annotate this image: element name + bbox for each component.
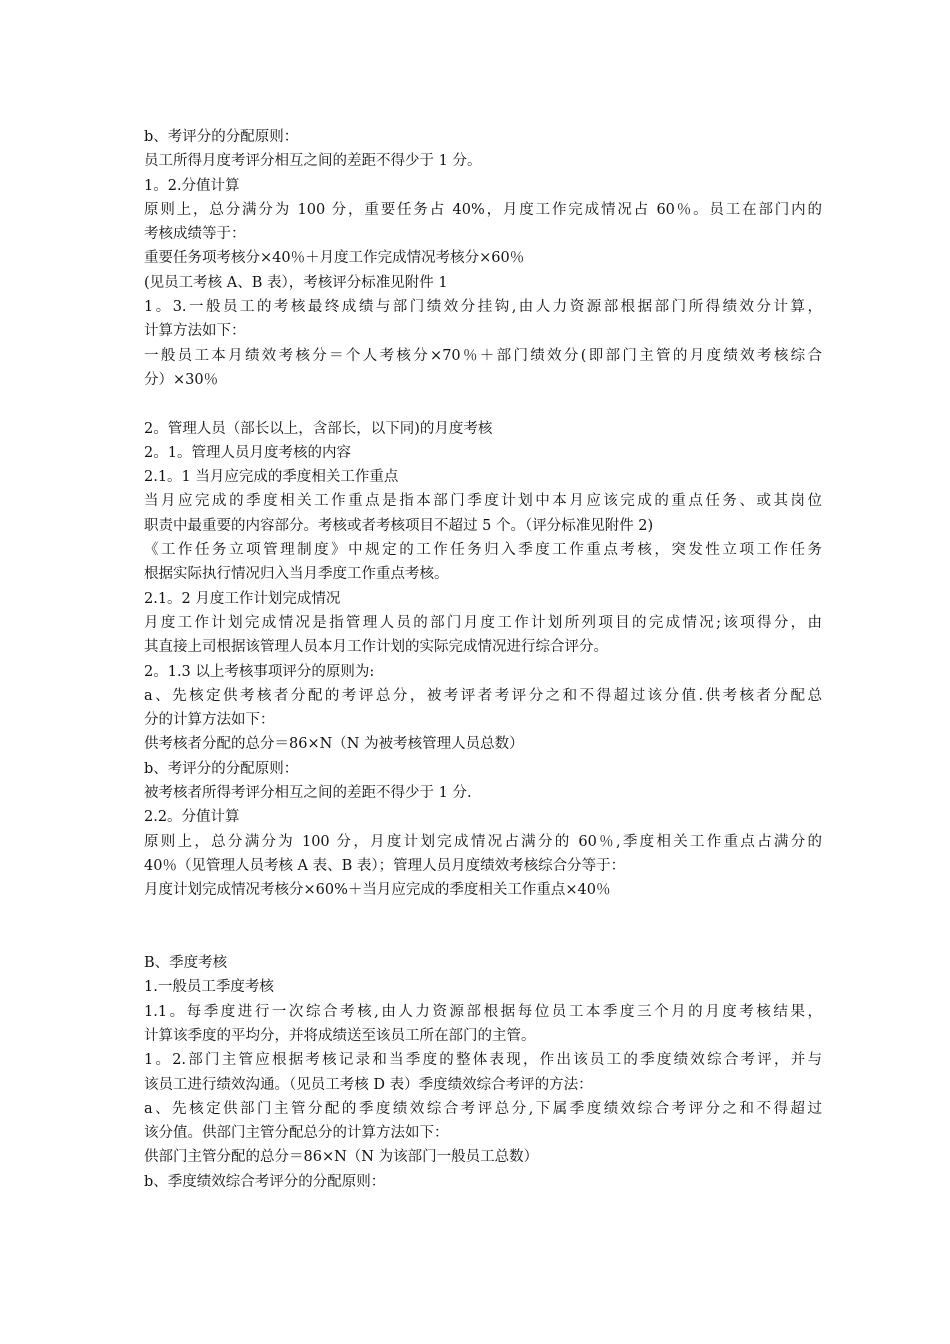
text-line: 当月应完成的季度相关工作重点是指本部门季度计划中本月应该完成的重点任务、或其岗位 [144, 493, 822, 510]
section-heading: 2.1。1 当月应完成的季度相关工作重点 [144, 469, 399, 486]
text-line: 该员工进行绩效沟通。（见员工考核 D 表）季度绩效综合考评的方法： [144, 1076, 593, 1093]
section-heading: 2.1。2 月度工作计划完成情况 [144, 590, 341, 607]
formula-line: 月度计划完成情况考核分×60%＋当月应完成的季度相关工作重点×40％ [144, 882, 611, 899]
text-line: 计算方法如下： [144, 323, 246, 340]
text-line: a、先核定供考核者分配的考评总分，被考评者考评分之和不得超过该分值.供考核者分配总 [144, 687, 822, 704]
text-line: 被考核者所得考评分相互之间的差距不得少于 1 分. [144, 785, 472, 802]
text-line: 职责中最重要的内容部分。考核或者考核项目不超过 5 个。（评分标准见附件 2) [144, 517, 654, 534]
section-heading: 1.一般员工季度考核 [144, 979, 274, 996]
text-line: 分）×30％ [144, 371, 219, 388]
text-line: 《工作任务立项管理制度》中规定的工作任务归入季度工作重点考核，突发性立项工作任务 [144, 542, 822, 559]
text-line: 原则上，总分满分为 100 分，重要任务占 40%，月度工作完成情况占 60％。员工在部门内的 [144, 201, 822, 218]
text-line: b、季度绩效综合考评分的分配原则： [144, 1173, 386, 1190]
formula-line: 供部门主管分配的总分＝86×N（N 为该部门一般员工总数） [144, 1149, 539, 1166]
text-line: 根据实际执行情况归入当月季度工作重点考核。 [144, 566, 449, 583]
blank-line [144, 392, 822, 416]
text-line: 该分值。供部门主管分配总分的计算方法如下： [144, 1125, 449, 1142]
text-line: 计算该季度的平均分，并将成绩送至该员工所在部门的主管。 [144, 1027, 536, 1044]
text-line: (见员工考核 A、B 表），考核评分标准见附件 1 [144, 274, 448, 291]
text-line: b、考评分的分配原则： [144, 129, 299, 145]
blank-line [144, 903, 822, 927]
text-line: 1。3.一般员工的考核最终成绩与部门绩效分挂钩,由人力资源部根据部门所得绩效分计算， [144, 299, 822, 316]
formula-line: 一般员工本月绩效考核分＝个人考核分×70％＋部门绩效分(即部门主管的月度绩效考核综合 [144, 347, 822, 364]
text-line: 1.1。每季度进行一次综合考核,由人力资源部根据每位员工本季度三个月的月度考核结果， [144, 1003, 822, 1020]
section-heading: 2。1。管理人员月度考核的内容 [144, 444, 351, 461]
text-line: b、考评分的分配原则： [144, 760, 299, 777]
formula-line: 重要任务项考核分×40％＋月度工作完成情况考核分×60％ [144, 250, 525, 267]
text-line: 考核成绩等于： [144, 226, 246, 243]
text-line: a、先核定供部门主管分配的季度绩效综合考评总分,下属季度绩效综合考评分之和不得超过 [144, 1100, 822, 1117]
text-line: 分的计算方法如下： [144, 712, 275, 729]
text-line: 1。2.部门主管应根据考核记录和当季度的整体表现，作出该员工的季度绩效综合考评，并与 [144, 1052, 822, 1069]
text-line: 其直接上司根据该管理人员本月工作计划的实际完成情况进行综合评分。 [144, 639, 608, 656]
section-heading: 1。2.分值计算 [144, 177, 240, 194]
section-heading: 2.2。分值计算 [144, 809, 240, 826]
blank-line [144, 927, 822, 951]
document-body [144, 125, 822, 1194]
text-line: 月度工作计划完成情况是指管理人员的部门月度工作计划所列项目的完成情况;该项得分，由 [144, 614, 822, 631]
section-heading: 2。管理人员（部长以上，含部长，以下同)的月度考核 [144, 420, 493, 437]
text-line: 员工所得月度考评分相互之间的差距不得少于 1 分。 [144, 153, 482, 170]
text-line: 40％（见管理人员考核 A 表、B 表）；管理人员月度绩效考核综合分等于： [144, 857, 626, 874]
text-line: 原则上，总分满分为 100 分，月度计划完成情况占满分的 60％,季度相关工作重点占满分的 [144, 833, 822, 850]
section-heading: 2。1.3 以上考核事项评分的原则为: [144, 663, 375, 680]
formula-line: 供考核者分配的总分＝86×N（N 为被考核管理人员总数） [144, 736, 524, 753]
section-heading: B、季度考核 [144, 955, 228, 972]
